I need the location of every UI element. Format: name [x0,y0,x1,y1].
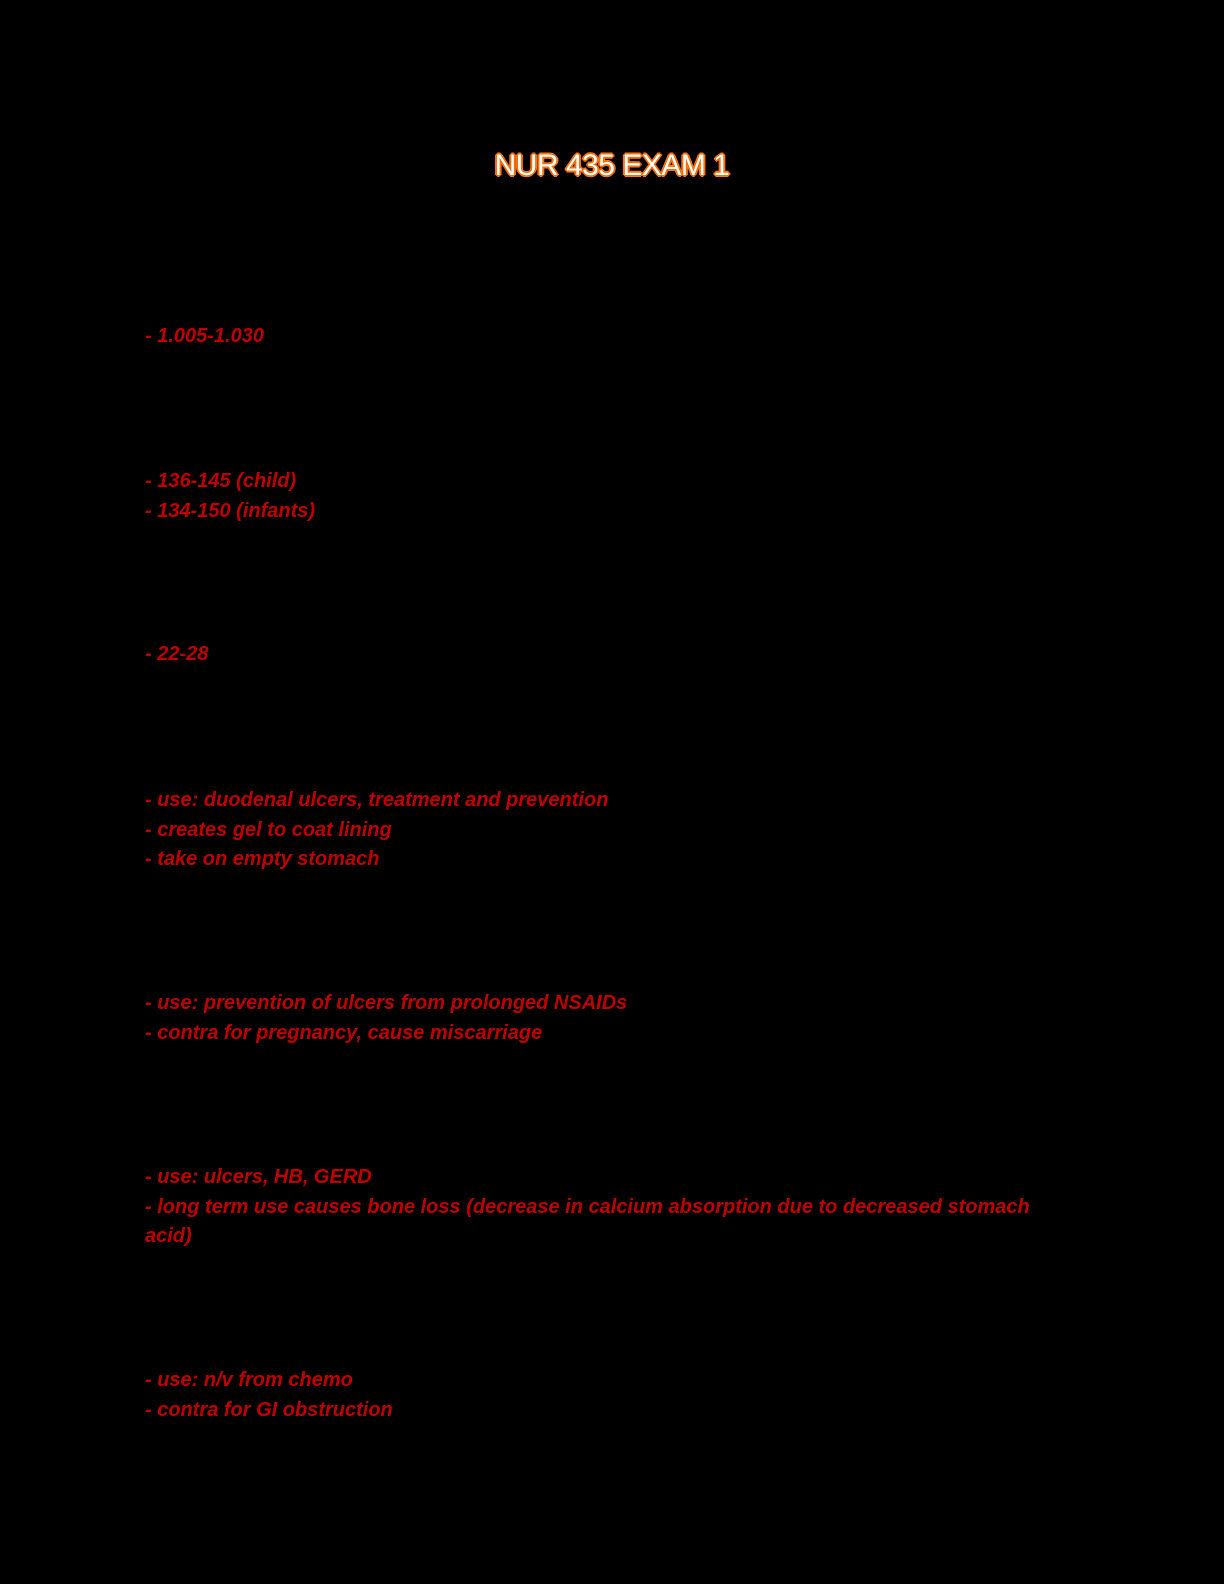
answer-block [145,640,1055,670]
answer-block [145,989,1055,1048]
answer-block [145,467,1055,526]
answer-line: - creates gel to coat lining [145,818,392,841]
answer-line: - use: prevention of ulcers from prolonged NSAIDs [145,992,628,1014]
answer-line: - 1.005-1.030 [145,325,264,347]
answer-line: - use: ulcers, HB, GERD [145,1166,372,1188]
answer-line: - contra for pregnancy, cause miscarriage [145,1021,543,1044]
answer-block [145,786,1055,875]
answer-line: - 136-145 (child) [145,470,297,492]
answer-line: - contra for GI obstruction [145,1398,393,1421]
answer-line: - use: n/v from chemo [145,1369,353,1391]
answer-line: - long term use causes bone loss (decrease in calcium absorption due to decreased stomach acid) [145,1195,1030,1247]
answer-line: - use: duodenal ulcers, treatment and prevention [145,789,609,811]
answer-line: - 22-28 [145,643,209,665]
answer-block [145,1163,1055,1252]
page-title: NUR 435 EXAM 1 [494,149,730,182]
answer-block [145,1366,1055,1425]
answer-line: - take on empty stomach [145,848,380,870]
answer-block [145,322,1055,352]
answer-line: - 134-150 (infants) [145,499,316,522]
